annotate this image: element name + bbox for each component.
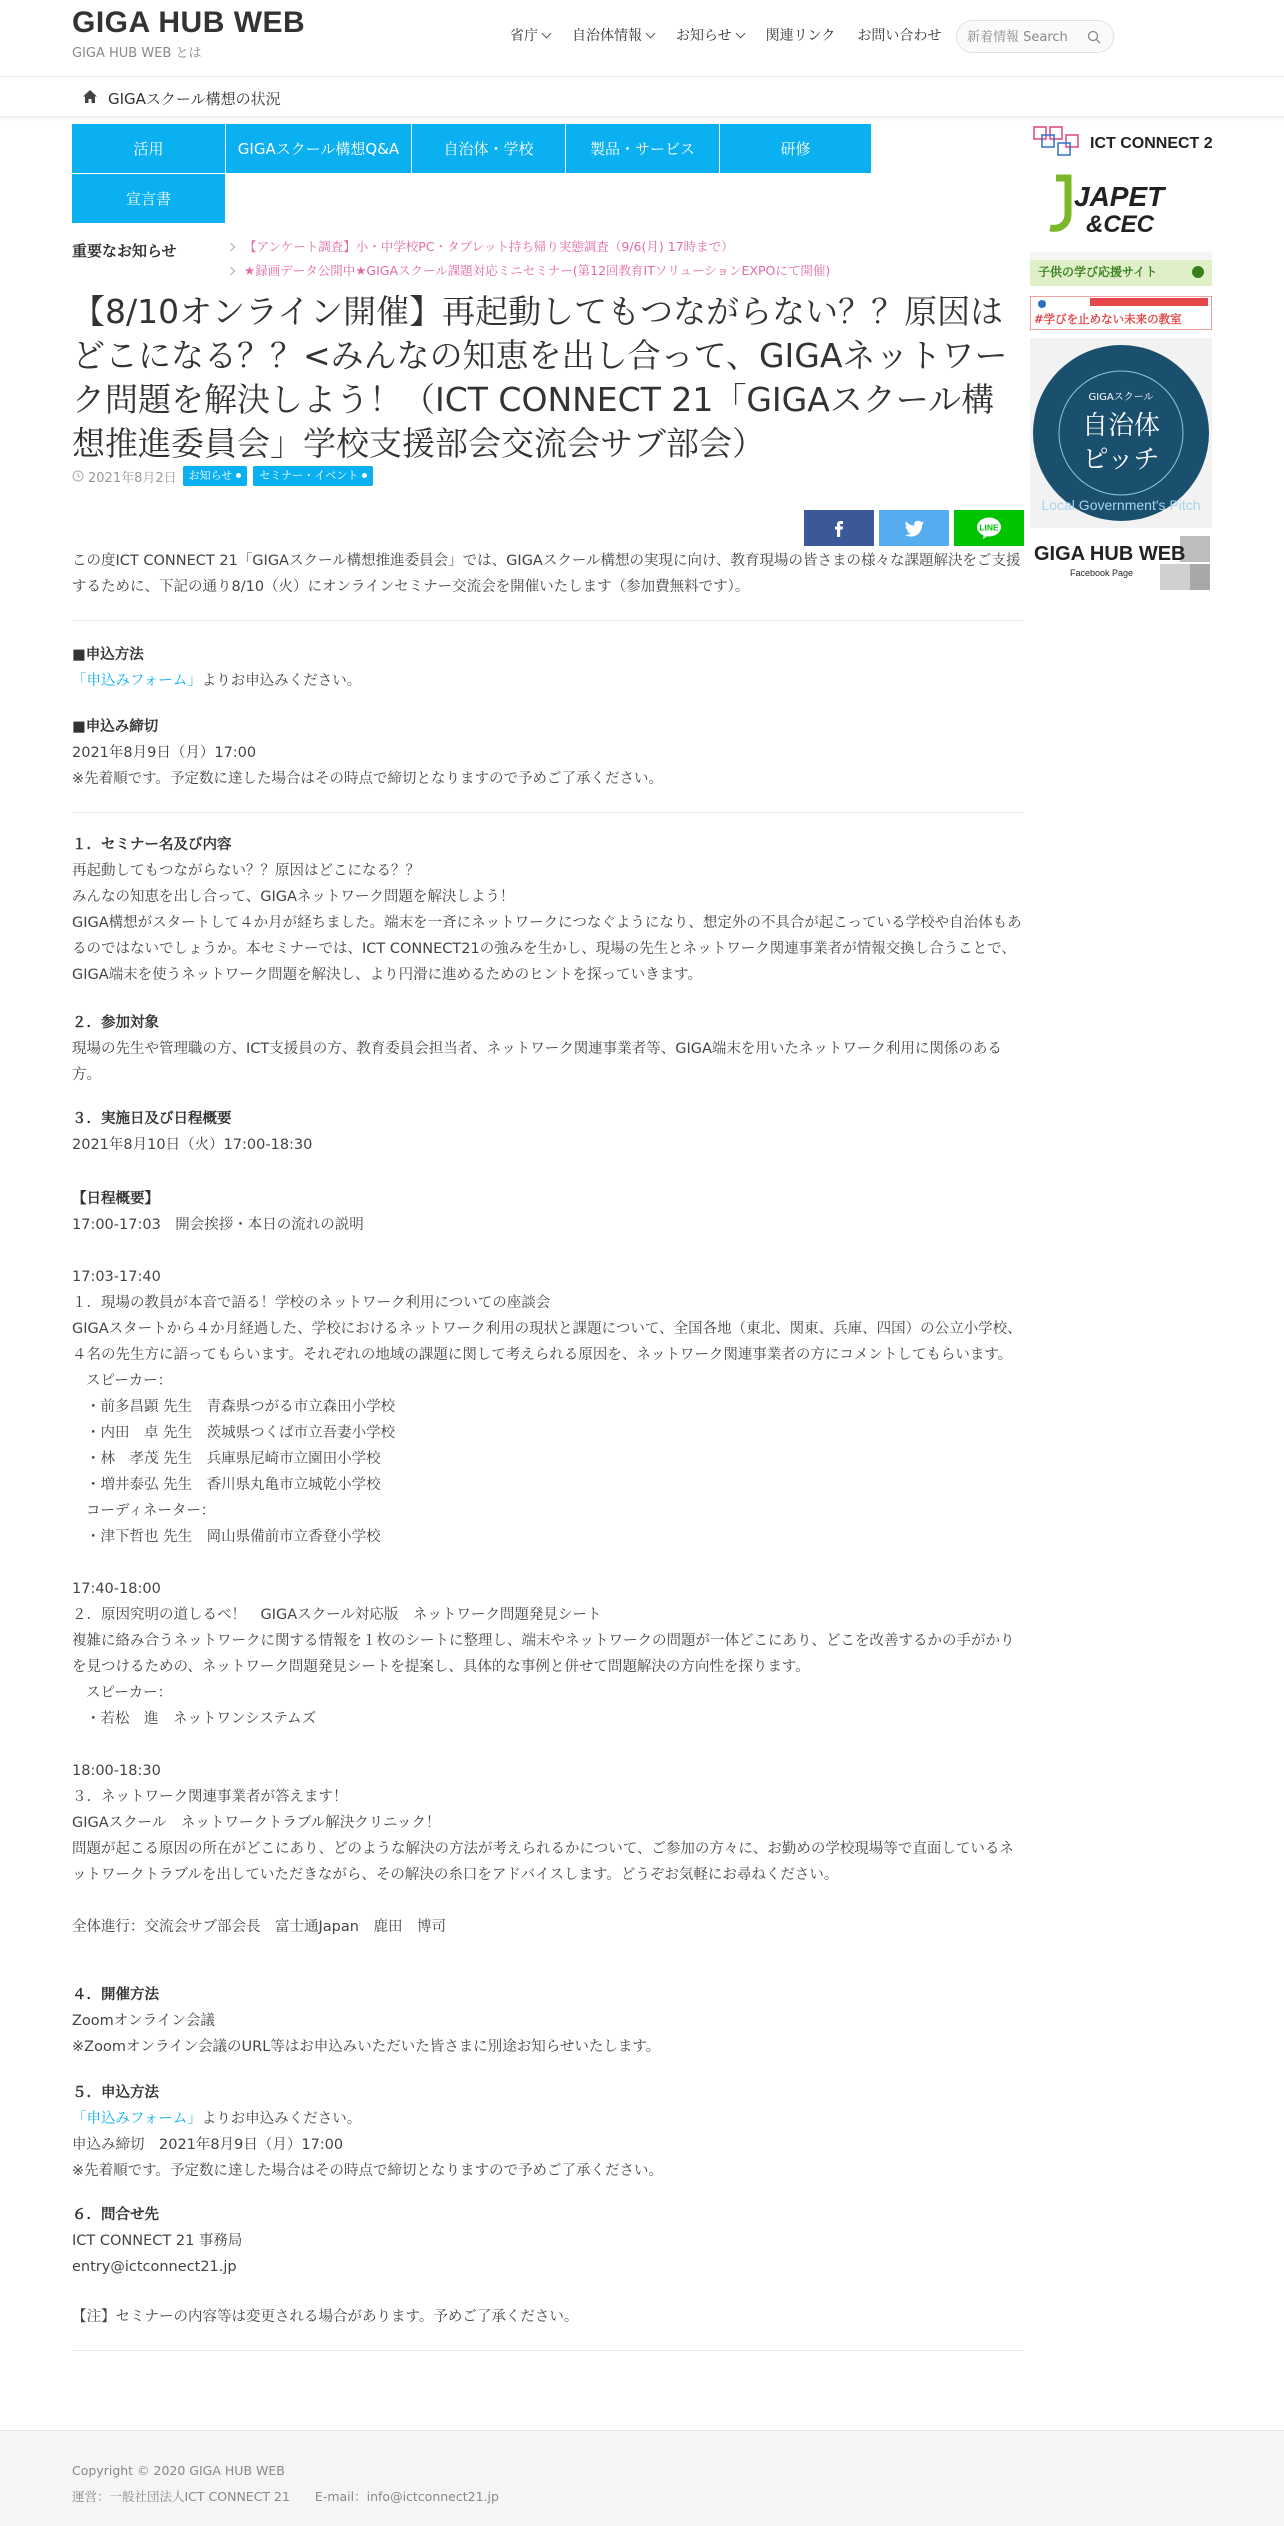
clock-icon	[72, 470, 84, 482]
nav-item-ministries[interactable]	[510, 22, 550, 50]
moderator: 全体進行：交流会サブ部会長 富士通Japan 鹿田 博司	[72, 1919, 446, 1935]
badge-label: セミナー・イベント	[259, 469, 359, 482]
apply-form-link[interactable]: 「申込みフォーム」	[72, 673, 202, 689]
chevron-right-icon	[227, 243, 235, 251]
deadline-note: ※先着順です。予定数に達した場合はその時点で締切となりますので予めご了承ください。	[72, 771, 663, 787]
facebook-icon	[804, 510, 874, 546]
search-input[interactable]	[967, 27, 1079, 47]
schedule-title: １．現場の教員が本音で語る！学校のネットワーク利用についての座談会	[72, 1295, 551, 1311]
section-5-heading: ５．申込方法	[72, 2085, 159, 2101]
japet-cec-banner[interactable]	[1030, 170, 1212, 240]
category-badge-seminar[interactable]	[253, 466, 373, 486]
japet-cec-logo	[1030, 170, 1212, 240]
schedule-item: 17:00-17:03 開会挨拶・本日の流れの説明	[72, 1217, 364, 1233]
schedule-description: 問題が起こる原因の所在がどこにあり、どのような解決の方法が考えられるかについて、ご参加の方々に、お勤めの学校現場等で直面しているネットワークトラブルを出していただきながら、その解決の糸口をアドバイスします。どうぞお気軽にお尋ねください。	[72, 1841, 1014, 1883]
svg-text:#学びを止めない未来の教室: #学びを止めない未来の教室	[1034, 312, 1182, 326]
svg-text:Facebook Page: Facebook Page	[1070, 568, 1134, 578]
ict-connect-banner[interactable]	[1030, 121, 1212, 161]
nav-item-municipalities[interactable]	[572, 22, 654, 50]
section-1-line: みんなの知恵を出し合って、GIGAネットワーク問題を解決しよう！	[72, 889, 515, 905]
divider	[72, 2350, 1024, 2351]
schedule-time: 17:40-18:00	[72, 1581, 161, 1597]
chevron-down-icon	[542, 29, 552, 39]
section-2	[72, 1010, 1024, 1088]
chevron-down-icon	[646, 29, 656, 39]
notice-link-seminar[interactable]	[228, 261, 830, 279]
facebook-share-button[interactable]	[804, 510, 874, 546]
twitter-icon	[879, 510, 949, 546]
section-1	[72, 832, 1024, 988]
site-title[interactable]: GIGA HUB WEB	[72, 6, 306, 39]
nav-item-contact[interactable]	[857, 22, 941, 50]
line-share-button[interactable]	[954, 510, 1024, 546]
apply-form-link-2[interactable]: 「申込みフォーム」	[72, 2111, 202, 2127]
section-5-note: ※先着順です。予定数に達した場合はその時点で締切となりますので予めご了承ください。	[72, 2163, 663, 2179]
nav-item-news[interactable]	[676, 22, 744, 50]
mirai-kyoushitsu-logo	[1030, 296, 1212, 330]
apply-heading: ■申込方法	[72, 647, 144, 663]
notice-link-survey[interactable]	[228, 237, 734, 255]
tab-training[interactable]: 研修	[720, 124, 872, 174]
kodomo-manabi-logo	[1030, 252, 1212, 286]
speaker-label: スピーカー：	[86, 1685, 173, 1701]
operator-info: 運営：一般社団法人ICT CONNECT 21 E-mail：info@ictconnect21.jp	[72, 2489, 499, 2504]
site-description: GIGA HUB WEB とは	[72, 46, 202, 61]
schedule-heading: 【日程概要】	[72, 1191, 159, 1207]
section-5-deadline: 申込み締切 2021年8月9日（月）17:00	[72, 2137, 344, 2153]
mirai-kyoushitsu-banner[interactable]	[1030, 296, 1212, 330]
site-footer	[0, 2430, 1284, 2526]
schedule-title: ２．原因究明の道しるべ！ GIGAスクール対応版 ネットワーク問題発見シート	[72, 1607, 602, 1623]
intro-paragraph: この度ICT CONNECT 21「GIGAスクール構想推進委員会」では、GIGAスクール構想の実現に向け、教育現場の皆さまの様々な課題解決をご支援するために、下記の通り8/10（火）にオンラインセミナー交流会を開催いたします（参加費無料です）。	[72, 553, 1021, 595]
schedule-time: 18:00-18:30	[72, 1763, 161, 1779]
schedule-time: 17:03-17:40	[72, 1269, 161, 1285]
schedule	[72, 1186, 1024, 1940]
divider	[72, 812, 1024, 813]
closing-note: 【注】セミナーの内容等は変更される場合があります。予めご了承ください。	[72, 2309, 579, 2325]
main-nav	[510, 22, 963, 50]
section-3-date: 2021年8月10日（火）17:00-18:30	[72, 1137, 313, 1153]
kodomo-manabi-banner[interactable]	[1030, 252, 1212, 286]
svg-text:GIGA HUB WEB: GIGA HUB WEB	[1034, 543, 1186, 565]
svg-text:GIGAスクール: GIGAスクール	[1088, 392, 1154, 403]
section-5	[72, 2080, 1024, 2184]
notice-text: 【アンケート調査】小・中学校PC・タブレット持ち帰り実態調査（9/6(月) 17時まで）	[244, 239, 734, 254]
section-4-heading: ４．開催方法	[72, 1987, 159, 2003]
twitter-share-button[interactable]	[879, 510, 949, 546]
speaker-item: ・林 孝茂 先生 兵庫県尼崎市立園田小学校	[86, 1451, 381, 1467]
svg-text:ICT CONNECT 21: ICT CONNECT 21	[1090, 135, 1212, 152]
nav-label: 省庁	[510, 28, 538, 44]
badge-label: お知らせ	[188, 469, 233, 482]
post-meta	[72, 466, 373, 486]
speaker-item: ・前多昌顕 先生 青森県つがる市立森田小学校	[86, 1399, 396, 1415]
chevron-down-icon	[735, 29, 745, 39]
deadline-section	[72, 714, 1024, 792]
tab-municipalities-schools[interactable]: 自治体・学校	[412, 124, 566, 174]
line-label: LINE	[979, 522, 999, 533]
speaker-item: ・若松 進 ネットワンシステムズ	[86, 1711, 317, 1727]
contact-email: entry@ictconnect21.jp	[72, 2259, 237, 2275]
tab-products-services[interactable]: 製品・サービス	[566, 124, 720, 174]
local-government-pitch-banner[interactable]	[1030, 338, 1212, 528]
svg-text:子供の学び応援サイト: 子供の学び応援サイト	[1038, 265, 1158, 279]
copyright: Copyright © 2020 GIGA HUB WEB	[72, 2463, 285, 2478]
facebook-page-logo	[1030, 534, 1212, 596]
notice-text: ★録画データ公開中★GIGAスクール課題対応ミニセミナー(第12回教育ITソリューションEXPOにて開催)	[244, 263, 831, 278]
deadline-date: 2021年8月9日（月）17:00	[72, 745, 257, 761]
deadline-heading: ■申込み締切	[72, 719, 159, 735]
section-2-heading: ２．参加対象	[72, 1015, 159, 1031]
section-1-line: 再起動してもつながらない？？原因はどこになる？？	[72, 863, 420, 879]
section-3	[72, 1106, 1024, 1158]
speaker-item: ・増井泰弘 先生 香川県丸亀市立城乾小学校	[86, 1477, 381, 1493]
tab-declaration[interactable]: 宣言書	[72, 174, 226, 224]
speaker-label: スピーカー：	[86, 1373, 173, 1389]
svg-text:JAPET: JAPET	[1074, 181, 1165, 212]
tab-katsuyou[interactable]: 活用	[72, 124, 226, 174]
post-date: 2021年8月2日	[88, 470, 177, 486]
divider	[72, 620, 1024, 621]
important-notice-label: 重要なお知らせ	[72, 242, 177, 260]
svg-text:Local Government's Pitch: Local Government's Pitch	[1041, 497, 1201, 513]
section-6-heading: ６．問合せ先	[72, 2207, 159, 2223]
apply-text: よりお申込みください。	[201, 673, 362, 689]
nav-label: 関連リンク	[765, 28, 836, 44]
coordinator-item: ・津下哲也 先生 岡山県備前市立香登小学校	[86, 1529, 381, 1545]
search-box	[956, 20, 1114, 53]
schedule-title: ３．ネットワーク関連事業者が答えます！	[72, 1789, 348, 1805]
chevron-right-icon	[227, 267, 235, 275]
coordinator-label: コーディネーター：	[86, 1503, 216, 1519]
local-government-pitch-logo	[1030, 338, 1212, 528]
schedule-description: 複雑に絡み合うネットワークに関する情報を１枚のシートに整理し、端末やネットワークの問題が一体どこにあり、どこを改善するかの手がかりを見つけるための、ネットワーク問題発見シートを提案し、具体的な事例と併せて問題解決の方向性を探ります。	[72, 1633, 1015, 1675]
home-icon[interactable]	[82, 89, 98, 104]
schedule-subtitle: GIGAスクール ネットワークトラブル解決クリニック！	[72, 1815, 441, 1831]
tab-qa[interactable]: GIGAスクール構想Q&A	[226, 124, 412, 174]
section-2-text: 現場の先生や管理職の方、ICT支援員の方、教育委員会担当者、ネットワーク関連事業者等、GIGA端末を用いたネットワーク利用に関係のある方。	[72, 1041, 1002, 1083]
svg-text:自治体: 自治体	[1081, 411, 1161, 441]
schedule-description: GIGAスタートから４か月経過した、学校におけるネットワーク利用の現状と課題について、全国各地（東北、関東、兵庫、四国）の公立小学校、４名の先生方に語ってもらいます。それぞれの地域の課題に関して考えられる原因を、ネットワーク関連事業者の方にコメントしてもらいます。	[72, 1321, 1022, 1363]
line-icon	[954, 510, 1024, 546]
nav-label: 自治体情報	[572, 28, 642, 44]
apply-section	[72, 642, 1024, 694]
ict-connect-logo	[1030, 121, 1212, 161]
section-4-line: ※Zoomオンライン会議のURL等はお申込みいただいた皆さまに別途お知らせいたします。	[72, 2039, 661, 2055]
breadcrumb-current: GIGAスクール構想の状況	[108, 90, 281, 108]
section-6	[72, 2202, 1024, 2280]
section-4-line: Zoomオンライン会議	[72, 2013, 215, 2029]
speaker-item: ・内田 卓 先生 茨城県つくば市立吾妻小学校	[86, 1425, 396, 1441]
nav-label: お問い合わせ	[857, 28, 942, 44]
section-3-heading: ３．実施日及び日程概要	[72, 1111, 232, 1127]
nav-label: お知らせ	[676, 28, 732, 44]
contact-org: ICT CONNECT 21 事務局	[72, 2233, 243, 2249]
svg-text:ピッチ: ピッチ	[1082, 445, 1160, 475]
post-title: 【8/10オンライン開催】再起動してもつながらない？？原因はどこになる？？<みんなの知恵を出し合って、GIGAネットワーク問題を解決しよう！（ICT CONNECT 21「GIGAスクール構想推進委員会」学校支援部会交流会サブ部会）	[72, 292, 1008, 463]
category-badge-news[interactable]	[183, 466, 248, 486]
section-1-description: GIGA構想がスタートして４か月が経ちました。端末を一斉にネットワークにつなぐようになり、想定外の不具合が起こっている学校や自治体もあるのではないでしょうか。本セミナーでは、ICT CONNECT21の強みを生かし、現場の先生とネットワーク関連事業者が情報交換し合うことで、GIGA端末を使うネットワーク問題を解決し、より円滑に進めるためのヒントを探っていきます。	[72, 915, 1022, 983]
nav-item-links[interactable]	[766, 22, 836, 50]
breadcrumb	[0, 77, 1284, 117]
facebook-page-banner[interactable]	[1030, 534, 1212, 596]
section-1-heading: １．セミナー名及び内容	[72, 837, 232, 853]
search-icon[interactable]	[1087, 30, 1101, 44]
svg-text:&CEC: &CEC	[1086, 211, 1155, 238]
section-4	[72, 1982, 1024, 2060]
apply-text: よりお申込みください。	[201, 2111, 362, 2127]
site-header	[0, 0, 1284, 77]
